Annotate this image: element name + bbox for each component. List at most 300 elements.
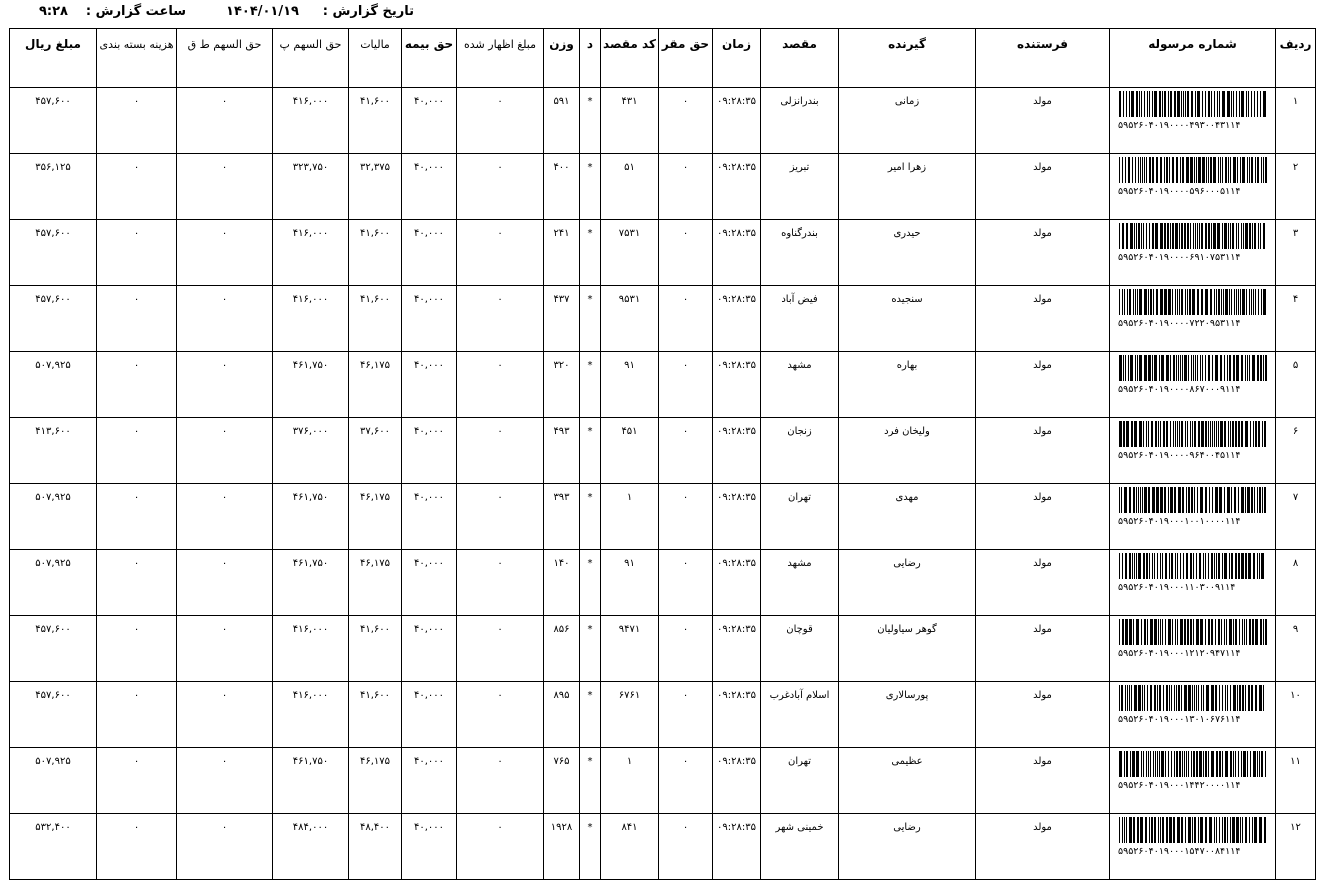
- barcode-bar: [1119, 289, 1120, 315]
- barcode-image: [1118, 355, 1268, 381]
- barcode-bar: [1208, 751, 1209, 777]
- barcode-bar: [1242, 817, 1243, 843]
- table-row: [10, 616, 1316, 682]
- barcode-bar: [1175, 289, 1176, 315]
- cell-d: *: [580, 814, 601, 880]
- barcode-bar: [1153, 751, 1154, 777]
- barcode-bar: [1141, 91, 1142, 117]
- barcode-bar: [1141, 619, 1142, 645]
- barcode-bar: [1208, 157, 1209, 183]
- barcode-bar: [1149, 91, 1150, 117]
- table-row: [10, 814, 1316, 880]
- barcode-bar: [1255, 619, 1258, 645]
- barcode-bar: [1180, 157, 1181, 183]
- barcode-bar: [1252, 355, 1255, 381]
- barcode-bar: [1227, 685, 1228, 711]
- cell-sender: مولد: [976, 550, 1110, 616]
- barcode-bar: [1124, 289, 1125, 315]
- cell-amount: ۵۰۷,۹۲۵: [10, 748, 97, 814]
- barcode-bar: [1222, 223, 1223, 249]
- barcode-image: [1118, 289, 1268, 315]
- barcode-bar: [1242, 157, 1245, 183]
- cell-row: ۱۰: [1276, 682, 1316, 748]
- cell-share-p: ۳۲۳,۷۵۰: [273, 154, 349, 220]
- barcode-bar: [1238, 289, 1239, 315]
- barcode-bar: [1260, 91, 1261, 117]
- barcode-bar: [1144, 91, 1145, 117]
- barcode-bar: [1172, 157, 1174, 183]
- barcode-bar: [1129, 487, 1131, 513]
- barcode-bar: [1188, 685, 1191, 711]
- barcode-bar: [1215, 619, 1216, 645]
- barcode-bar: [1131, 685, 1132, 711]
- barcode-bar: [1139, 289, 1142, 315]
- barcode-bar: [1253, 289, 1254, 315]
- barcode-bar: [1185, 817, 1186, 843]
- barcode-bar: [1138, 487, 1139, 513]
- cell-insurance: ۴۰,۰۰۰: [402, 88, 457, 154]
- parcel-number: ۵۹۵۲۶۰۴۰۱۹۰۰۰۱۰۰۱۰۰۰۰۱۱۴: [1118, 516, 1241, 527]
- barcode-bar: [1245, 223, 1248, 249]
- barcode-bar: [1257, 157, 1259, 183]
- barcode-bar: [1138, 157, 1139, 183]
- cell-share-tq: ۰: [177, 682, 273, 748]
- barcode-bar: [1126, 223, 1128, 249]
- barcode-bar: [1176, 751, 1178, 777]
- barcode-bar: [1214, 817, 1215, 843]
- barcode-bar: [1198, 817, 1199, 843]
- cell-dest-code: ۵۱: [601, 154, 659, 220]
- barcode-bar: [1202, 157, 1205, 183]
- barcode-bar: [1170, 355, 1171, 381]
- cell-share-p: ۴۱۶,۰۰۰: [273, 220, 349, 286]
- cell-d: *: [580, 748, 601, 814]
- barcode-bar: [1203, 751, 1204, 777]
- barcode-bar: [1200, 817, 1203, 843]
- barcode-bar: [1225, 751, 1228, 777]
- cell-receiver: زهرا امیر: [839, 154, 976, 220]
- cell-packing: ۰: [97, 682, 177, 748]
- barcode-bar: [1205, 223, 1207, 249]
- cell-dest: زنجان: [761, 418, 839, 484]
- barcode-bar: [1265, 619, 1267, 645]
- barcode-bar: [1188, 487, 1190, 513]
- column-header-haq-maqar: حق مقر: [659, 29, 713, 88]
- barcode-bar: [1236, 817, 1239, 843]
- barcode-bar: [1148, 487, 1150, 513]
- cell-tax: ۴۱,۶۰۰: [349, 220, 402, 286]
- cell-parcel: [1110, 748, 1276, 814]
- cell-declared: ۰: [457, 286, 544, 352]
- cell-share-p: ۳۷۶,۰۰۰: [273, 418, 349, 484]
- cell-packing: ۰: [97, 550, 177, 616]
- barcode-bar: [1162, 91, 1163, 117]
- parcel-number: ۵۹۵۲۶۰۴۰۱۹۰۰۰۰۷۲۲۰۹۵۳۱۱۴: [1118, 318, 1241, 329]
- barcode-bar: [1119, 751, 1122, 777]
- barcode-bar: [1241, 751, 1242, 777]
- barcode-bar: [1190, 421, 1191, 447]
- parcel-number: ۵۹۵۲۶۰۴۰۱۹۰۰۰۰۴۹۳۰۰۴۳۱۱۴: [1118, 120, 1241, 131]
- barcode-image: [1118, 817, 1268, 843]
- barcode-bar: [1162, 817, 1164, 843]
- barcode-bar: [1219, 685, 1220, 711]
- barcode-bar: [1129, 91, 1130, 117]
- barcode-bar: [1121, 487, 1122, 513]
- barcode-bar: [1197, 355, 1198, 381]
- cell-tax: ۴۶,۱۷۵: [349, 352, 402, 418]
- barcode-bar: [1160, 421, 1161, 447]
- barcode-bar: [1149, 817, 1150, 843]
- cell-dest-code: ۹۱: [601, 550, 659, 616]
- cell-haq-maqar: ۰: [659, 748, 713, 814]
- cell-amount: ۴۱۳,۶۰۰: [10, 418, 97, 484]
- barcode-bar: [1128, 355, 1129, 381]
- barcode-bar: [1190, 619, 1192, 645]
- barcode-bar: [1224, 355, 1225, 381]
- cell-declared: ۰: [457, 220, 544, 286]
- barcode-bar: [1260, 223, 1261, 249]
- barcode-bar: [1205, 751, 1207, 777]
- cell-sender: مولد: [976, 748, 1110, 814]
- barcode-bar: [1184, 223, 1186, 249]
- barcode-bar: [1136, 553, 1137, 579]
- column-header-share-tq: حق السهم ط ق: [177, 29, 273, 88]
- barcode-bar: [1144, 289, 1147, 315]
- barcode-bar: [1186, 157, 1189, 183]
- barcode-bar: [1122, 619, 1124, 645]
- barcode-bar: [1203, 553, 1204, 579]
- barcode-bar: [1160, 487, 1163, 513]
- cell-tax: ۴۶,۱۷۵: [349, 748, 402, 814]
- barcode-bar: [1216, 289, 1217, 315]
- barcode-image: [1118, 91, 1268, 117]
- barcode-bar: [1169, 553, 1170, 579]
- barcode-bar: [1182, 751, 1183, 777]
- barcode-bar: [1246, 91, 1247, 117]
- column-header-dest: مقصد: [761, 29, 839, 88]
- report-date-label: تاریخ گزارش :: [322, 4, 414, 19]
- cell-haq-maqar: ۰: [659, 814, 713, 880]
- barcode-bar: [1222, 553, 1223, 579]
- cell-amount: ۵۰۷,۹۲۵: [10, 352, 97, 418]
- barcode-bar: [1171, 751, 1172, 777]
- barcode-bar: [1220, 421, 1223, 447]
- cell-tax: ۴۱,۶۰۰: [349, 616, 402, 682]
- barcode-bar: [1262, 421, 1263, 447]
- barcode-bar: [1230, 223, 1231, 249]
- barcode-bar: [1211, 685, 1214, 711]
- barcode-bar: [1222, 91, 1225, 117]
- barcode-bar: [1212, 487, 1213, 513]
- barcode-bar: [1130, 223, 1133, 249]
- cell-receiver: رضایی: [839, 814, 976, 880]
- cell-share-tq: ۰: [177, 286, 273, 352]
- barcode-bar: [1234, 487, 1236, 513]
- cell-haq-maqar: ۰: [659, 286, 713, 352]
- barcode-bar: [1119, 421, 1122, 447]
- barcode-bar: [1142, 157, 1143, 183]
- column-header-weight: وزن: [544, 29, 580, 88]
- barcode-bar: [1126, 91, 1127, 117]
- column-header-parcel: شماره مرسوله: [1110, 29, 1276, 88]
- barcode-bar: [1148, 289, 1149, 315]
- barcode-bar: [1257, 91, 1258, 117]
- barcode-bar: [1152, 553, 1153, 579]
- barcode-bar: [1218, 553, 1220, 579]
- barcode-bar: [1227, 487, 1230, 513]
- barcode-bar: [1196, 619, 1199, 645]
- barcode-bar: [1161, 355, 1164, 381]
- cell-time: ۰۹:۲۸:۳۵: [713, 220, 761, 286]
- cell-packing: ۰: [97, 748, 177, 814]
- barcode-bar: [1225, 289, 1228, 315]
- barcode-bar: [1247, 751, 1248, 777]
- barcode-bar: [1144, 355, 1147, 381]
- barcode-bar: [1125, 619, 1128, 645]
- barcode-bar: [1219, 817, 1220, 843]
- barcode-bar: [1143, 751, 1144, 777]
- barcode-bar: [1153, 289, 1154, 315]
- cell-sender: مولد: [976, 418, 1110, 484]
- barcode-bar: [1173, 421, 1174, 447]
- barcode-bar: [1144, 487, 1147, 513]
- barcode-bar: [1137, 355, 1138, 381]
- barcode-bar: [1127, 685, 1128, 711]
- barcode-bar: [1194, 157, 1195, 183]
- cell-parcel: [1110, 484, 1276, 550]
- cell-insurance: ۴۰,۰۰۰: [402, 748, 457, 814]
- barcode-bar: [1248, 685, 1250, 711]
- barcode-bar: [1222, 817, 1223, 843]
- barcode-bar: [1236, 355, 1239, 381]
- barcode-bar: [1160, 223, 1163, 249]
- parcel-number: ۵۹۵۲۶۰۴۰۱۹۰۰۰۱۴۴۲۰۰۰۰۱۱۴: [1118, 780, 1241, 791]
- barcode-bar: [1154, 553, 1155, 579]
- barcode-bar: [1236, 289, 1237, 315]
- barcode-bar: [1148, 421, 1149, 447]
- barcode-bar: [1136, 751, 1139, 777]
- barcode-bar: [1263, 157, 1264, 183]
- barcode-bar: [1140, 157, 1141, 183]
- cell-tax: ۴۱,۶۰۰: [349, 286, 402, 352]
- cell-insurance: ۴۰,۰۰۰: [402, 682, 457, 748]
- barcode-bar: [1195, 91, 1196, 117]
- barcode-bar: [1250, 421, 1251, 447]
- barcode-bar: [1235, 619, 1237, 645]
- barcode-bar: [1238, 751, 1239, 777]
- column-header-tax: مالیات: [349, 29, 402, 88]
- barcode-bar: [1249, 817, 1250, 843]
- barcode-bar: [1230, 157, 1231, 183]
- barcode-bar: [1228, 157, 1229, 183]
- cell-dest-code: ۱: [601, 484, 659, 550]
- barcode-bar: [1227, 817, 1228, 843]
- barcode-bar: [1172, 223, 1174, 249]
- barcode-bar: [1219, 487, 1222, 513]
- cell-weight: ۸۵۶: [544, 616, 580, 682]
- cell-sender: مولد: [976, 682, 1110, 748]
- cell-dest: مشهد: [761, 352, 839, 418]
- barcode-bar: [1218, 421, 1219, 447]
- barcode-bar: [1137, 817, 1139, 843]
- cell-share-p: ۴۱۶,۰۰۰: [273, 286, 349, 352]
- cell-parcel: [1110, 88, 1276, 154]
- barcode-bar: [1188, 355, 1189, 381]
- barcode-bar: [1149, 553, 1150, 579]
- cell-insurance: ۴۰,۰۰۰: [402, 418, 457, 484]
- cell-time: ۰۹:۲۸:۳۵: [713, 550, 761, 616]
- barcode-bar: [1125, 157, 1126, 183]
- cell-weight: ۴۹۳: [544, 418, 580, 484]
- barcode-bar: [1240, 817, 1241, 843]
- barcode-bar: [1168, 487, 1169, 513]
- barcode-bar: [1230, 817, 1231, 843]
- cell-parcel: [1110, 814, 1276, 880]
- column-header-declared: مبلغ اظهار شده: [457, 29, 544, 88]
- barcode-bar: [1154, 355, 1157, 381]
- barcode-bar: [1259, 751, 1260, 777]
- cell-share-tq: ۰: [177, 88, 273, 154]
- barcode-bar: [1173, 817, 1175, 843]
- barcode-bar: [1138, 223, 1140, 249]
- barcode-bar: [1150, 751, 1151, 777]
- barcode-bar: [1138, 553, 1141, 579]
- cell-weight: ۲۴۱: [544, 220, 580, 286]
- cell-receiver: زمانی: [839, 88, 976, 154]
- barcode-bar: [1259, 487, 1261, 513]
- barcode-bar: [1229, 289, 1230, 315]
- cell-weight: ۵۹۱: [544, 88, 580, 154]
- cell-time: ۰۹:۲۸:۳۵: [713, 814, 761, 880]
- cell-tax: ۴۱,۶۰۰: [349, 88, 402, 154]
- barcode-bar: [1237, 685, 1238, 711]
- barcode-bar: [1155, 421, 1157, 447]
- cell-dest-code: ۴۵۱: [601, 418, 659, 484]
- barcode-bar: [1187, 91, 1189, 117]
- barcode-bar: [1170, 91, 1172, 117]
- cell-d: *: [580, 286, 601, 352]
- barcode-bar: [1209, 487, 1210, 513]
- barcode-bar: [1195, 355, 1196, 381]
- barcode-bar: [1164, 223, 1166, 249]
- barcode-bar: [1241, 487, 1244, 513]
- barcode-bar: [1242, 619, 1243, 645]
- cell-dest-code: ۹۴۷۱: [601, 616, 659, 682]
- cell-packing: ۰: [97, 220, 177, 286]
- barcode-bar: [1123, 91, 1124, 117]
- barcode-bar: [1260, 355, 1262, 381]
- parcel-number: ۵۹۵۲۶۰۴۰۱۹۰۰۰۱۳۰۱۰۶۷۶۱۱۴: [1118, 714, 1241, 725]
- barcode-bar: [1124, 817, 1125, 843]
- barcode-bar: [1229, 553, 1230, 579]
- cell-parcel: [1110, 352, 1276, 418]
- barcode-bar: [1150, 619, 1153, 645]
- column-header-receiver: گیرنده: [839, 29, 976, 88]
- barcode-bar: [1122, 157, 1123, 183]
- barcode-bar: [1265, 355, 1267, 381]
- barcode-bar: [1125, 355, 1126, 381]
- barcode-bar: [1119, 817, 1120, 843]
- cell-amount: ۵۰۷,۹۲۵: [10, 484, 97, 550]
- barcode-bar: [1154, 619, 1157, 645]
- table-header: [10, 29, 1316, 88]
- barcode-bar: [1158, 421, 1159, 447]
- barcode-bar: [1224, 817, 1226, 843]
- barcode-bar: [1128, 157, 1130, 183]
- barcode-bar: [1258, 421, 1260, 447]
- cell-tax: ۳۲,۳۷۵: [349, 154, 402, 220]
- cell-haq-maqar: ۰: [659, 352, 713, 418]
- barcode-bar: [1163, 685, 1164, 711]
- barcode-bar: [1156, 289, 1158, 315]
- cell-share-tq: ۰: [177, 748, 273, 814]
- barcode-bar: [1177, 619, 1178, 645]
- barcode-bar: [1206, 157, 1207, 183]
- cell-tax: ۴۶,۱۷۵: [349, 550, 402, 616]
- barcode-bar: [1210, 421, 1211, 447]
- barcode-bar: [1160, 157, 1162, 183]
- barcode-bar: [1133, 487, 1135, 513]
- barcode-bar: [1232, 223, 1234, 249]
- barcode-bar: [1213, 223, 1216, 249]
- cell-d: *: [580, 418, 601, 484]
- cell-d: *: [580, 484, 601, 550]
- barcode-bar: [1175, 553, 1176, 579]
- header-row: [10, 29, 1316, 88]
- barcode-bar: [1184, 751, 1185, 777]
- table-row: [10, 418, 1316, 484]
- barcode-bar: [1124, 751, 1125, 777]
- barcode-bar: [1196, 685, 1197, 711]
- barcode-bar: [1189, 289, 1191, 315]
- cell-weight: ۳۲۰: [544, 352, 580, 418]
- barcode-bar: [1257, 355, 1259, 381]
- cell-share-tq: ۰: [177, 814, 273, 880]
- barcode-bar: [1119, 619, 1120, 645]
- barcode-bar: [1148, 751, 1149, 777]
- barcode-bar: [1211, 619, 1213, 645]
- cell-haq-maqar: ۰: [659, 616, 713, 682]
- barcode-bar: [1224, 487, 1225, 513]
- cell-dest-code: ۸۴۱: [601, 814, 659, 880]
- cell-insurance: ۴۰,۰۰۰: [402, 352, 457, 418]
- barcode-bar: [1160, 817, 1161, 843]
- barcode-bar: [1164, 91, 1166, 117]
- cell-haq-maqar: ۰: [659, 682, 713, 748]
- barcode-bar: [1246, 289, 1247, 315]
- cell-packing: ۰: [97, 352, 177, 418]
- barcode-bar: [1210, 289, 1212, 315]
- barcode-bar: [1254, 487, 1255, 513]
- cell-row: ۳: [1276, 220, 1316, 286]
- barcode-bar: [1156, 487, 1159, 513]
- barcode-bar: [1155, 751, 1156, 777]
- barcode-bar: [1251, 685, 1253, 711]
- barcode-bar: [1150, 685, 1152, 711]
- barcode-bar: [1126, 751, 1128, 777]
- barcode-bar: [1216, 553, 1217, 579]
- barcode-bar: [1194, 487, 1195, 513]
- barcode-bar: [1258, 223, 1259, 249]
- barcode-bar: [1220, 157, 1221, 183]
- barcode-bar: [1211, 223, 1212, 249]
- barcode-bar: [1200, 355, 1201, 381]
- barcode-bar: [1129, 685, 1130, 711]
- cell-sender: مولد: [976, 154, 1110, 220]
- barcode-bar: [1233, 751, 1234, 777]
- cell-tax: ۴۶,۱۷۵: [349, 484, 402, 550]
- barcode-bar: [1146, 157, 1147, 183]
